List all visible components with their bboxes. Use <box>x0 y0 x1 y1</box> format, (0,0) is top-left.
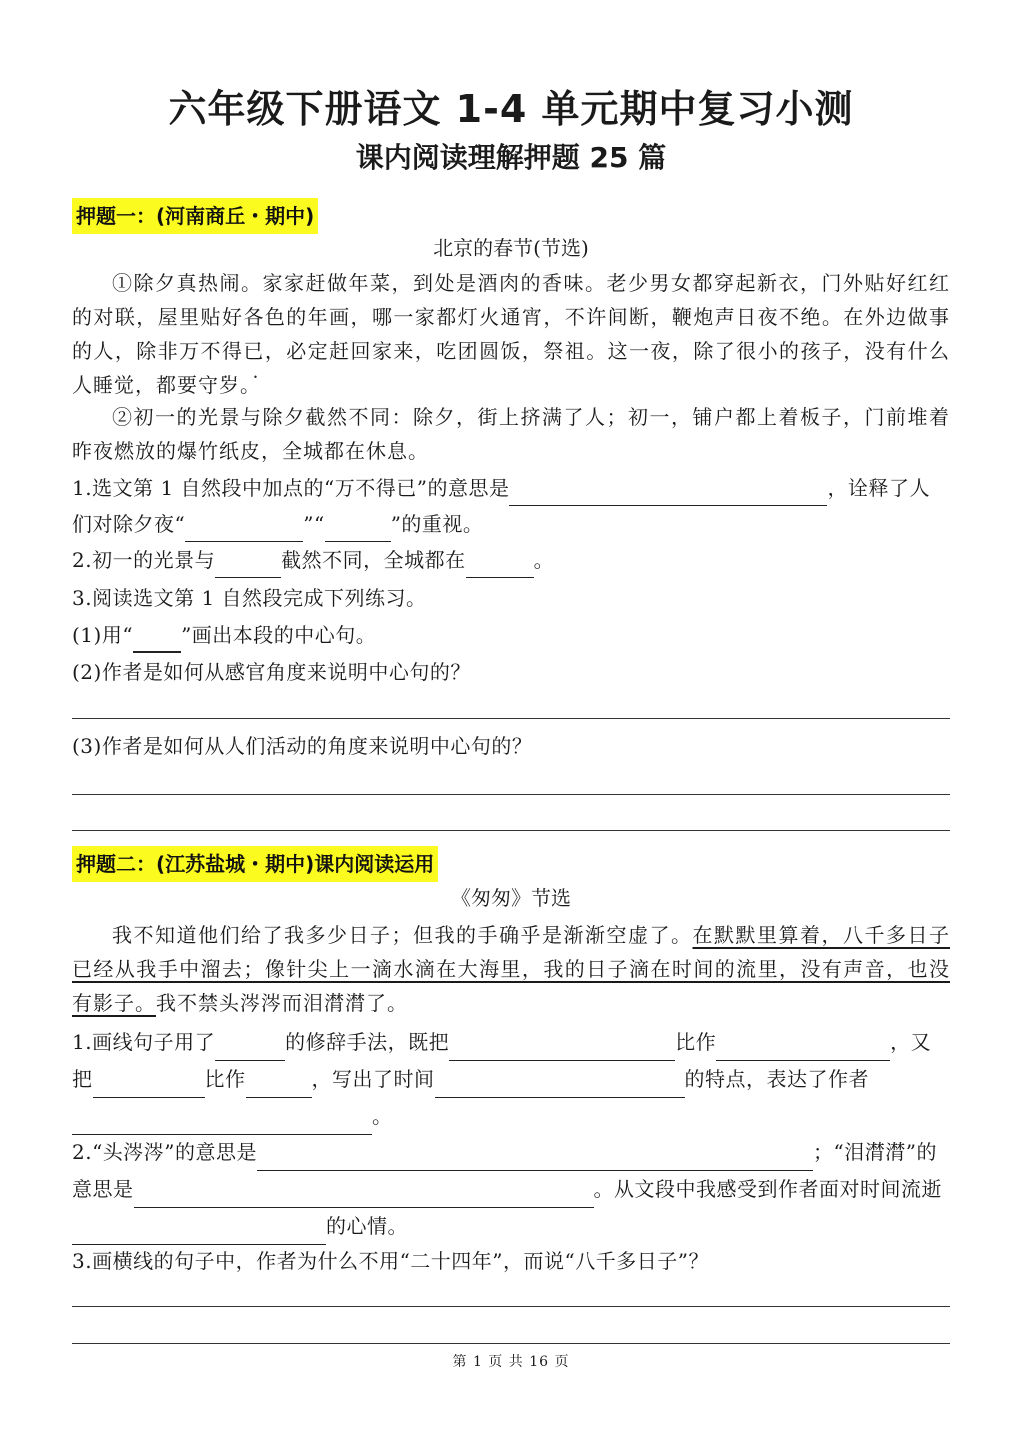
q2-text-b: 截然不同，全城都在 <box>281 548 466 572</box>
answer-blank[interactable] <box>716 1034 850 1061</box>
answer-blank[interactable] <box>509 479 827 506</box>
underlined-sentence: 在默默里算着，八千多日子已经从我手中溜去；像针尖上一滴水滴在大海里，我的日子滴在时间的流里，没有声音，也没有影子。 <box>72 923 950 1015</box>
q1-text-h: 。 <box>372 1104 393 1128</box>
answer-blank[interactable] <box>325 515 391 542</box>
para-text-a: 我不知道他们给了我多少日子；但我的手确乎是渐渐空虚了。 <box>112 923 693 947</box>
q1-text-d: ，又把 <box>72 1030 932 1091</box>
section1-question-3: 3.阅读选文第 1 自然段完成下列练习。 <box>72 586 427 610</box>
para1-text-b: ，必定赶回家来，吃团圆饭，祭祖。这一夜，除了很小的孩子，没有什么人睡觉，都要守岁。 <box>72 339 951 397</box>
section2-question-1 <box>72 1024 950 1135</box>
section2-passage-title: 《匆匆》节选 <box>451 886 571 910</box>
section2-heading: 押题二：(江苏盐城・期中)课内阅读运用 <box>72 846 438 882</box>
section1-heading: 押题一：(河南商丘・期中) <box>72 198 318 234</box>
answer-blank[interactable] <box>93 1071 205 1098</box>
answer-blank[interactable] <box>850 1034 890 1061</box>
q3-1-text-a: (1)用“ <box>72 623 134 647</box>
answer-blank[interactable] <box>185 515 303 542</box>
section1-question-3-2: (2)作者是如何从感官角度来说明中心句的？ <box>72 660 471 684</box>
answer-line[interactable] <box>72 794 950 795</box>
page-footer: 第 1 页 共 16 页 <box>452 1354 570 1370</box>
q2-text-c: 。从文段中我感受到作者面对时间流逝 <box>593 1177 942 1201</box>
answer-blank[interactable] <box>246 1071 312 1098</box>
q1-text-g: 的特点，表达了作者 <box>684 1067 869 1091</box>
answer-blank[interactable] <box>134 1181 594 1208</box>
q2-text-a: 2.初一的光景与 <box>72 548 216 572</box>
q2-text-a: 2.“头涔涔”的意思是 <box>72 1140 258 1164</box>
section1-passage-title: 北京的春节(节选) <box>433 236 589 260</box>
section1-paragraph-2: ②初一的光景与除夕截然不同：除夕，街上挤满了人；初一，铺户都上着板子，门前堆着昨夜燃放的爆竹纸皮，全城都在休息。 <box>72 405 950 463</box>
section2-question-2 <box>72 1134 950 1245</box>
answer-blank[interactable] <box>72 1218 326 1245</box>
answer-blank[interactable] <box>72 1108 372 1135</box>
section1-question-3-1 <box>72 617 950 653</box>
answer-blank[interactable] <box>466 551 534 578</box>
section2-question-3: 3.画横线的句子中，作者为什么不用“二十四年”，而说“八千多日子”？ <box>72 1249 709 1273</box>
q2-text-b: ；“泪潸潸”的意思是 <box>72 1140 937 1201</box>
section1-question-3-3: (3)作者是如何从人们活动的角度来说明中心句的？ <box>72 734 533 758</box>
page-title: 六年级下册语文 1-4 单元期中复习小测 <box>168 87 854 131</box>
answer-blank[interactable] <box>435 1071 685 1098</box>
page-subtitle: 课内阅读理解押题 25 篇 <box>355 141 667 174</box>
q1-text-a: 1.选文第 1 自然段中加点的“万不得已”的意思是 <box>72 476 510 500</box>
section1-question-2 <box>72 542 950 578</box>
underline-sample <box>133 629 181 653</box>
q1-text-c: ”“ <box>303 512 325 536</box>
dotted-phrase: 万不得已 • • • • <box>179 339 265 363</box>
para-text-b: 我不禁头涔涔而泪潸潸了。 <box>156 991 408 1015</box>
q1-text-a: 1.画线句子用了 <box>72 1030 216 1054</box>
q1-text-c: 比作 <box>675 1030 717 1054</box>
answer-line[interactable] <box>72 1343 950 1344</box>
q1-text-b: ，诠释了人们对除夕夜“ <box>72 476 930 536</box>
answer-blank[interactable] <box>215 1034 285 1061</box>
q2-text-d: 的心情。 <box>326 1214 408 1238</box>
answer-blank[interactable] <box>449 1034 675 1061</box>
answer-line[interactable] <box>72 830 950 831</box>
q1-text-f: ，写出了时间 <box>311 1067 435 1091</box>
q1-text-e: 比作 <box>204 1067 246 1091</box>
answer-line[interactable] <box>72 1306 950 1307</box>
answer-blank[interactable] <box>215 551 281 578</box>
answer-line[interactable] <box>72 718 950 719</box>
section1-paragraph-1 <box>72 266 950 402</box>
section1-question-1 <box>72 470 950 542</box>
q1-text-d: ”的重视。 <box>390 512 484 536</box>
para1-text-a: ①除夕真热闹。家家赶做年菜，到处是酒肉的香味。老少男女都穿起新衣，门外贴好红红的对联，屋里贴好各色的年画，哪一家都灯火通宵，不许间断，鞭炮声日夜不绝。在外边做事的人，除非 <box>72 271 950 363</box>
q2-text-c: 。 <box>533 548 555 572</box>
q3-1-text-b: ”画出本段的中心句。 <box>181 623 377 647</box>
answer-blank[interactable] <box>257 1144 813 1171</box>
q1-text-b: 的修辞手法，既把 <box>285 1030 450 1054</box>
section2-paragraph-1 <box>72 918 950 1020</box>
